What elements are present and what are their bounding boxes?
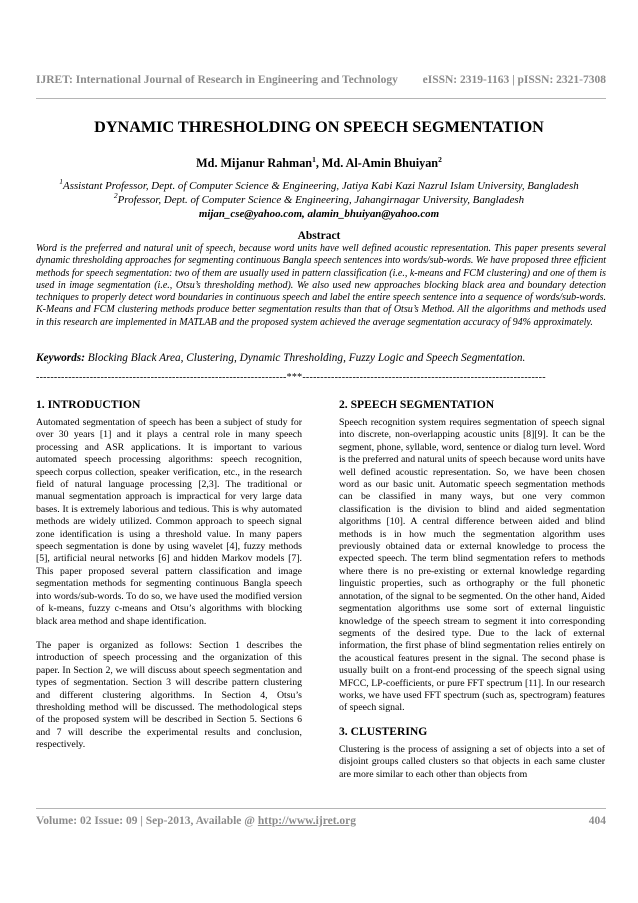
page-number: 404	[588, 815, 606, 827]
keywords-text: Blocking Black Area, Clustering, Dynamic Thresholding, Fuzzy Logic and Speech Segmentation.	[84, 352, 526, 364]
author-1-sup: 1	[312, 155, 316, 164]
abstract-heading: Abstract	[297, 230, 341, 242]
segmentation-heading: 2. SPEECH SEGMENTATION	[339, 398, 495, 411]
author-2: Md. Al-Amin Bhuiyan	[321, 156, 439, 170]
author-separator: ,	[315, 156, 322, 170]
issn-info: eISSN: 2319-1163 | pISSN: 2321-7308	[422, 74, 606, 86]
journal-name: IJRET: International Journal of Research in Engineering and Technology	[36, 74, 398, 86]
introduction-paragraph-2: The paper is organized as follows: Section 1 describes the introduction of speech processing and the organization of this paper. In Section 2, we will discuss about speech segmentation and types of segmentation. Section 3 will describe pattern clustering and different clustering algorithms. In Section 4, Otsu’s thresholding method will be discussed. The methodological steps of the proposed system will be described in Section 5. Sections 6 and 7 will describe the experimental results and conclusion, respectively.	[36, 639, 302, 751]
section-divider: ----------------------------------------------------------------------***--------------------------------------------------------------------	[36, 372, 546, 383]
footer-volume-text: Volume: 02 Issue: 09 | Sep-2013, Available @	[36, 815, 258, 827]
journal-website-link[interactable]: http://www.ijret.org	[257, 815, 357, 827]
clustering-paragraph: Clustering is the process of assigning a set of objects into a set of disjoint groups called clusters so that objects in each same cluster are more similar to each other than objects from	[339, 743, 605, 780]
affiliation-2-sup: 2	[113, 191, 118, 200]
page-header	[36, 69, 606, 91]
affiliation-1	[0, 177, 638, 192]
author-1: Md. Mijanur Rahman	[196, 156, 313, 170]
clustering-heading: 3. CLUSTERING	[339, 724, 428, 738]
affiliation-1-text: Assistant Professor, Dept. of Computer Science & Engineering, Jatiya Kabi Kazi Nazrul Islam University, Bangladesh	[63, 180, 579, 192]
author-line	[0, 156, 638, 171]
keywords-line	[36, 352, 606, 364]
introduction-paragraph-1: Automated segmentation of speech has been a subject of study for over 30 years [1] and it plays a central role in many speech processing and ASR applications. It is important to various automated speech processing algorithms: speech recognition, speech corpus collection, speaker verification, etc., in the research field of natural language processing [2,3]. The traditional or manual segmentation approach is impractical for very large data bases. It is extremely laborious and tedious. This is why automated methods are widely utilized. Common approach to speech signal zone identification is using a threshold value. In many papers speech segmentation is done by using wavelet [4], fuzzy methods [5], artificial neural networks [6] and hidden Markov models [7]. This paper proposed several pattern classification and image segmentation methods for segmenting continuous Bangla speech into words/sub-words. To do so, we have used the modified version of k-means, fuzzy c-means and Otsu’s algorithms with blocking black area method and shape identification.	[36, 417, 302, 627]
header-rule	[36, 98, 606, 99]
page-footer	[36, 815, 606, 827]
abstract-text: Word is the preferred and natural unit of speech, because word units have well defined acoustic representation. This paper presents several dynamic thresholding approaches for segmenting continuous Bangla speech sentences into words/sub-words. We have proposed three efficient methods for speech segmentation: two of them are usually used in pattern classification (i.e., k-means and FCM clustering) and one of them is used in image segmentation (i.e., Otsu’s thresholding method). We also used new approaches blocking black area and boundary detection techniques to properly detect word boundaries in continuous speech and label the entire speech sentence into a sequence of words/sub-words. K-Means and FCM clustering methods produce better segmentation results than that of Otsu’s Method. All the algorithms and methods used in this research are implemented in MATLAB and the proposed system achieved the average segmentation accuracy of 94% approximately.	[36, 243, 606, 328]
affiliation-2	[0, 191, 638, 206]
author-emails: mijan_cse@yahoo.com, alamin_bhuiyan@yahoo.com	[198, 208, 440, 220]
introduction-heading: 1. INTRODUCTION	[36, 398, 141, 411]
footer-issue-info	[36, 815, 356, 827]
left-column	[36, 398, 302, 752]
author-2-sup: 2	[438, 155, 442, 164]
paper-title: DYNAMIC THRESHOLDING ON SPEECH SEGMENTATION	[94, 118, 544, 136]
segmentation-paragraph: Speech recognition system requires segmentation of speech signal into discrete, non-overlapping acoustic units [8][9]. It can be the segment, phone, syllable, word, sentence or dialog turn level. Word is the preferred and natural units of speech because word units have well defined acoustic representation. So, we have been chosen word as our basic unit. Automatic speech segmentation methods can be classified in many ways, but one very common classification is the division to blind and aided segmentation algorithms [10]. A central difference between aided and blind methods is in how much the segmentation algorithm uses previously obtained data or external knowledge to process the expected speech. The term blind segmentation refers to methods where there is no pre-existing or external knowledge regarding linguistic properties, such as orthography or the full phonetic annotation, of the signal to be segmented. On the other hand, Aided segmentation algorithms use some sort of external linguistic knowledge of the speech stream to segment it into corresponding segments of the desired type. Due to the lack of external information, the first phase of blind segmentation relies entirely on the acoustical features present in the signal. The second phase is usually built on a front-end processing of the speech signal using MFCC, LP-coefficients, or pure FFT spectrum [11]. In our research works, we have used FFT spectrum (such as, spectrogram) features of speech signal.	[339, 417, 605, 714]
footer-rule	[36, 808, 606, 809]
affiliation-1-sup: 1	[59, 177, 64, 186]
keywords-label: Keywords:	[36, 352, 85, 364]
affiliation-2-text: Professor, Dept. of Computer Science & Engineering, Jahangirnagar University, Bangladesh	[117, 194, 525, 206]
right-column	[339, 398, 605, 781]
